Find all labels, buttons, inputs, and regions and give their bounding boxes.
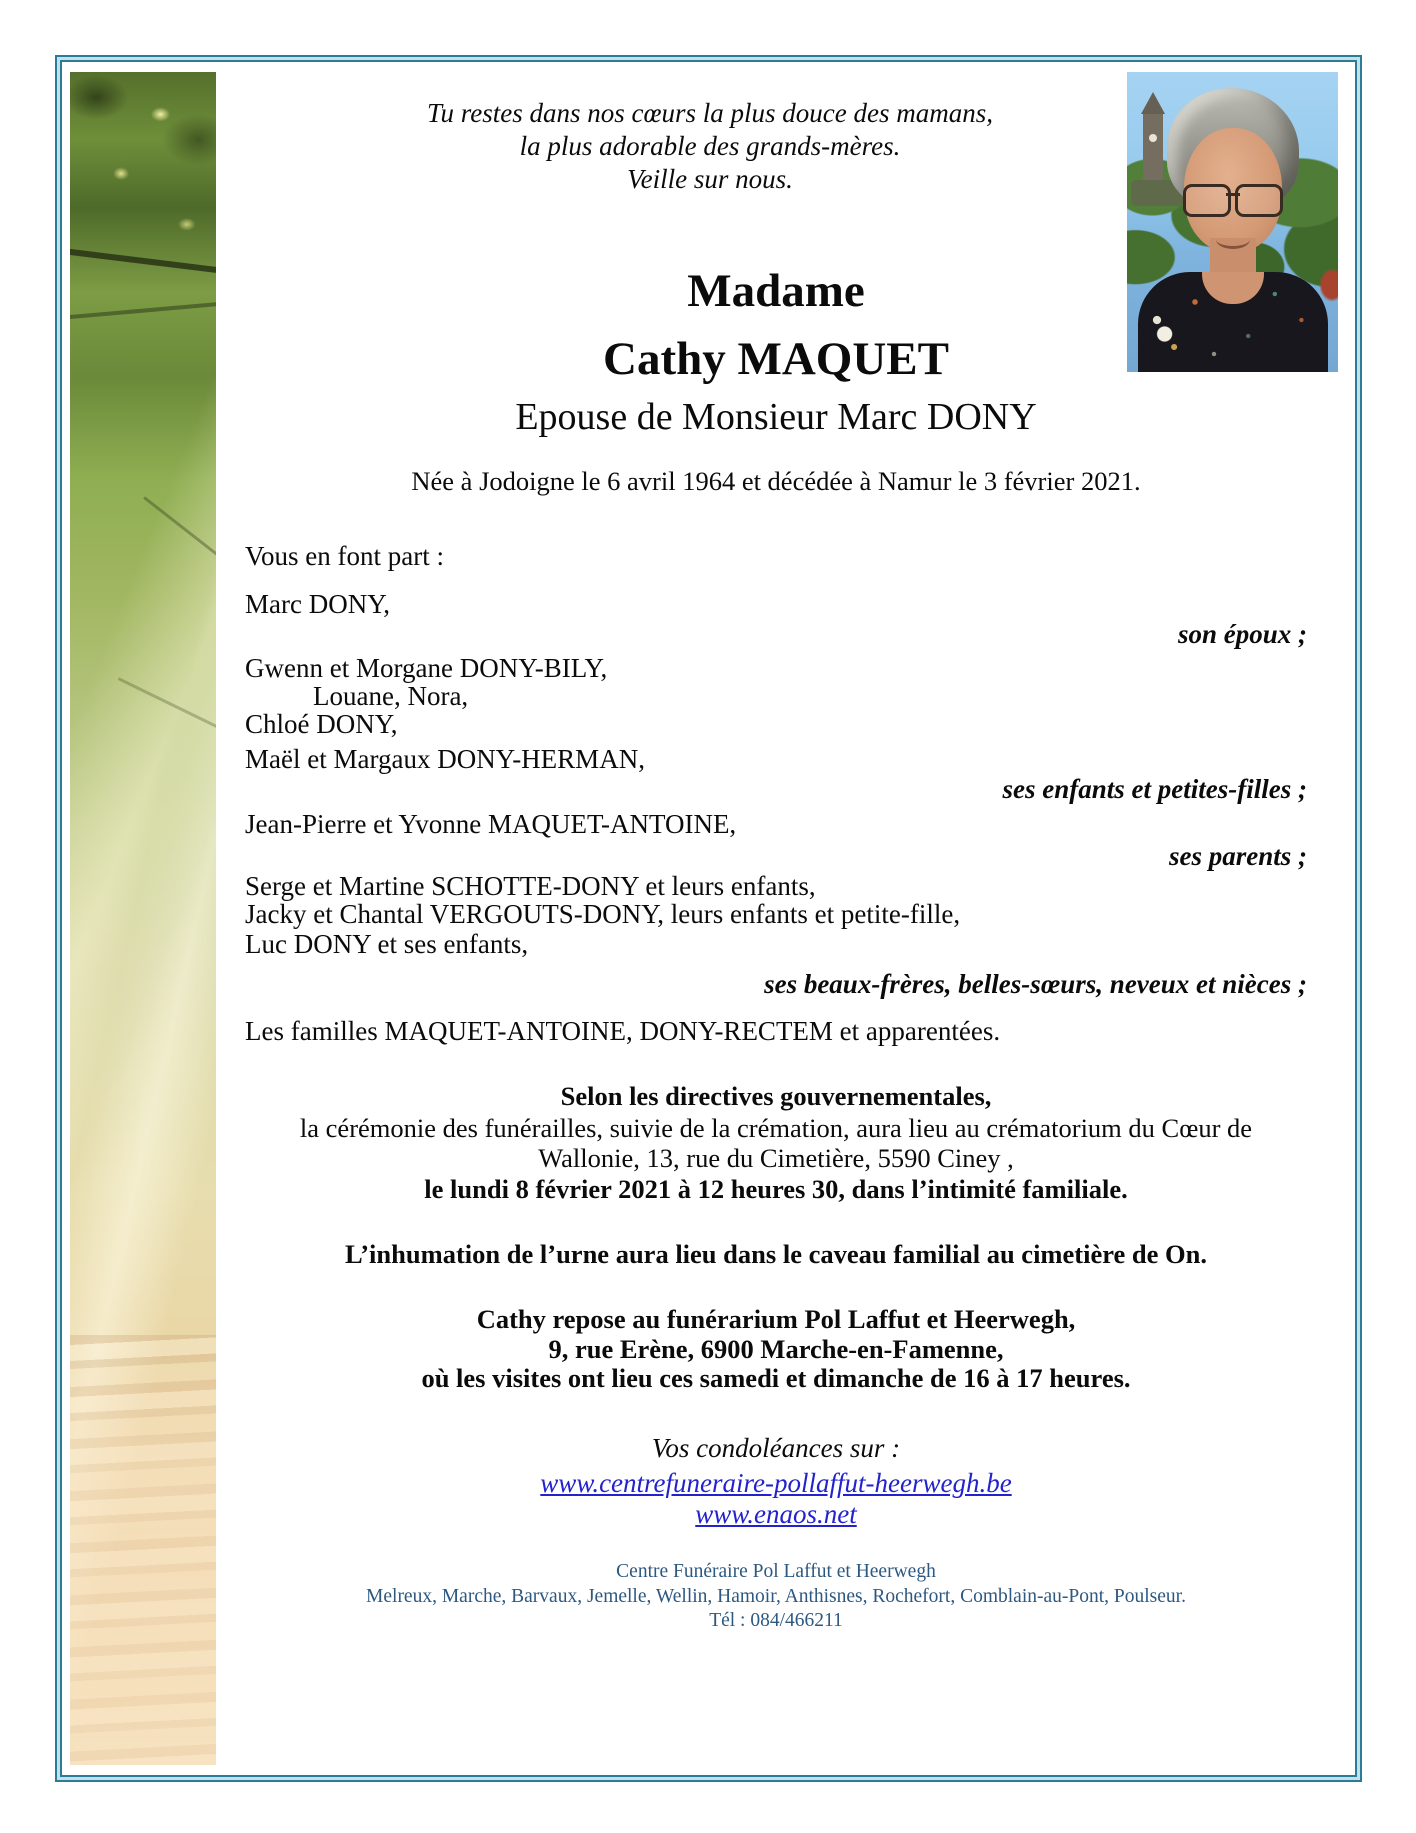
- family-member: Chloé DONY,: [245, 709, 398, 739]
- family-member: Gwenn et Morgane DONY-BILY,: [245, 653, 608, 683]
- relation-label: ses enfants et petites-filles ;: [1002, 774, 1307, 804]
- red-bush-shape: [1319, 268, 1338, 302]
- funeral-home-website-link[interactable]: www.centrefuneraire-pollaffut-heerwegh.be: [540, 1468, 1012, 1498]
- ceremony-date: le lundi 8 février 2021 à 12 heures 30, dans l’intimité familiale.: [424, 1174, 1128, 1204]
- condolences-link-row-1: [245, 1468, 1307, 1499]
- repose-line-2: 9, rue Erène, 6900 Marche-en-Famenne,: [548, 1334, 1004, 1364]
- family-member: Maël et Margaux DONY-HERMAN,: [245, 744, 645, 774]
- footer-company-name: Centre Funéraire Pol Laffut et Heerwegh: [616, 1561, 936, 1582]
- branch-shape: [70, 248, 216, 278]
- repose-line-3: où les visites ont lieu ces samedi et dimanche de 16 à 17 heures.: [421, 1363, 1131, 1393]
- sand-path-shape: [70, 1335, 216, 1765]
- repose-line-1: Cathy repose au funérarium Pol Laffut et Heerwegh,: [476, 1304, 1076, 1334]
- title-madame: Madame: [687, 265, 865, 317]
- families-line: Les familles MAQUET-ANTOINE, DONY-RECTEM et apparentées.: [245, 1016, 1001, 1046]
- branch-shape: [117, 677, 216, 750]
- forest-path-image: [70, 72, 216, 1765]
- epigraph-line-3: Veille sur nous.: [627, 164, 793, 194]
- condolences-label: Vos condoléances sur :: [651, 1433, 901, 1463]
- family-member: Luc DONY et ses enfants,: [245, 929, 529, 959]
- spouse-subtitle: Epouse de Monsieur Marc DONY: [515, 396, 1037, 438]
- family-member: Serge et Martine SCHOTTE-DONY et leurs enfants,: [245, 871, 816, 901]
- footer-phone: Tél : 084/466211: [709, 1610, 843, 1631]
- ceremony-detail-1: la cérémonie des funérailles, suivie de la crémation, aura lieu au crématorium du Cœur de: [299, 1113, 1253, 1143]
- deceased-name: Cathy MAQUET: [603, 333, 949, 385]
- document-text: [245, 0, 1307, 1833]
- epigraph-line-2: la plus adorable des grands-mères.: [519, 131, 901, 161]
- announcement-intro: Vous en font part :: [245, 541, 444, 571]
- epigraph-line-1: Tu restes dans nos cœurs la plus douce des mamans,: [426, 98, 993, 128]
- family-member: Louane, Nora,: [313, 681, 469, 711]
- ceremony-detail-2: Wallonie, 13, rue du Cimetière, 5590 Ciney ,: [538, 1143, 1014, 1173]
- family-member: Jean-Pierre et Yvonne MAQUET-ANTOINE,: [245, 809, 737, 839]
- branch-shape: [70, 300, 216, 320]
- enaos-website-link[interactable]: www.enaos.net: [695, 1499, 857, 1529]
- relation-label: son époux ;: [1177, 619, 1307, 649]
- family-member: Marc DONY,: [245, 589, 390, 619]
- relation-label: ses parents ;: [1168, 841, 1307, 871]
- footer-locations: Melreux, Marche, Barvaux, Jemelle, Wellin, Hamoir, Anthisnes, Rochefort, Comblain-au-Pont, Poulseur.: [366, 1586, 1186, 1607]
- branch-shape: [143, 496, 216, 591]
- life-dates: Née à Jodoigne le 6 avril 1964 et décédée à Namur le 3 février 2021.: [411, 466, 1141, 496]
- condolences-link-row-2: [245, 1499, 1307, 1530]
- family-member: Jacky et Chantal VERGOUTS-DONY, leurs enfants et petite-fille,: [245, 899, 961, 929]
- inhumation-line: L’inhumation de l’urne aura lieu dans le caveau familial au cimetière de On.: [344, 1239, 1207, 1269]
- relation-label: ses beaux-frères, belles-sœurs, neveux et nièces ;: [764, 969, 1307, 999]
- ceremony-directives: Selon les directives gouvernementales,: [560, 1081, 992, 1111]
